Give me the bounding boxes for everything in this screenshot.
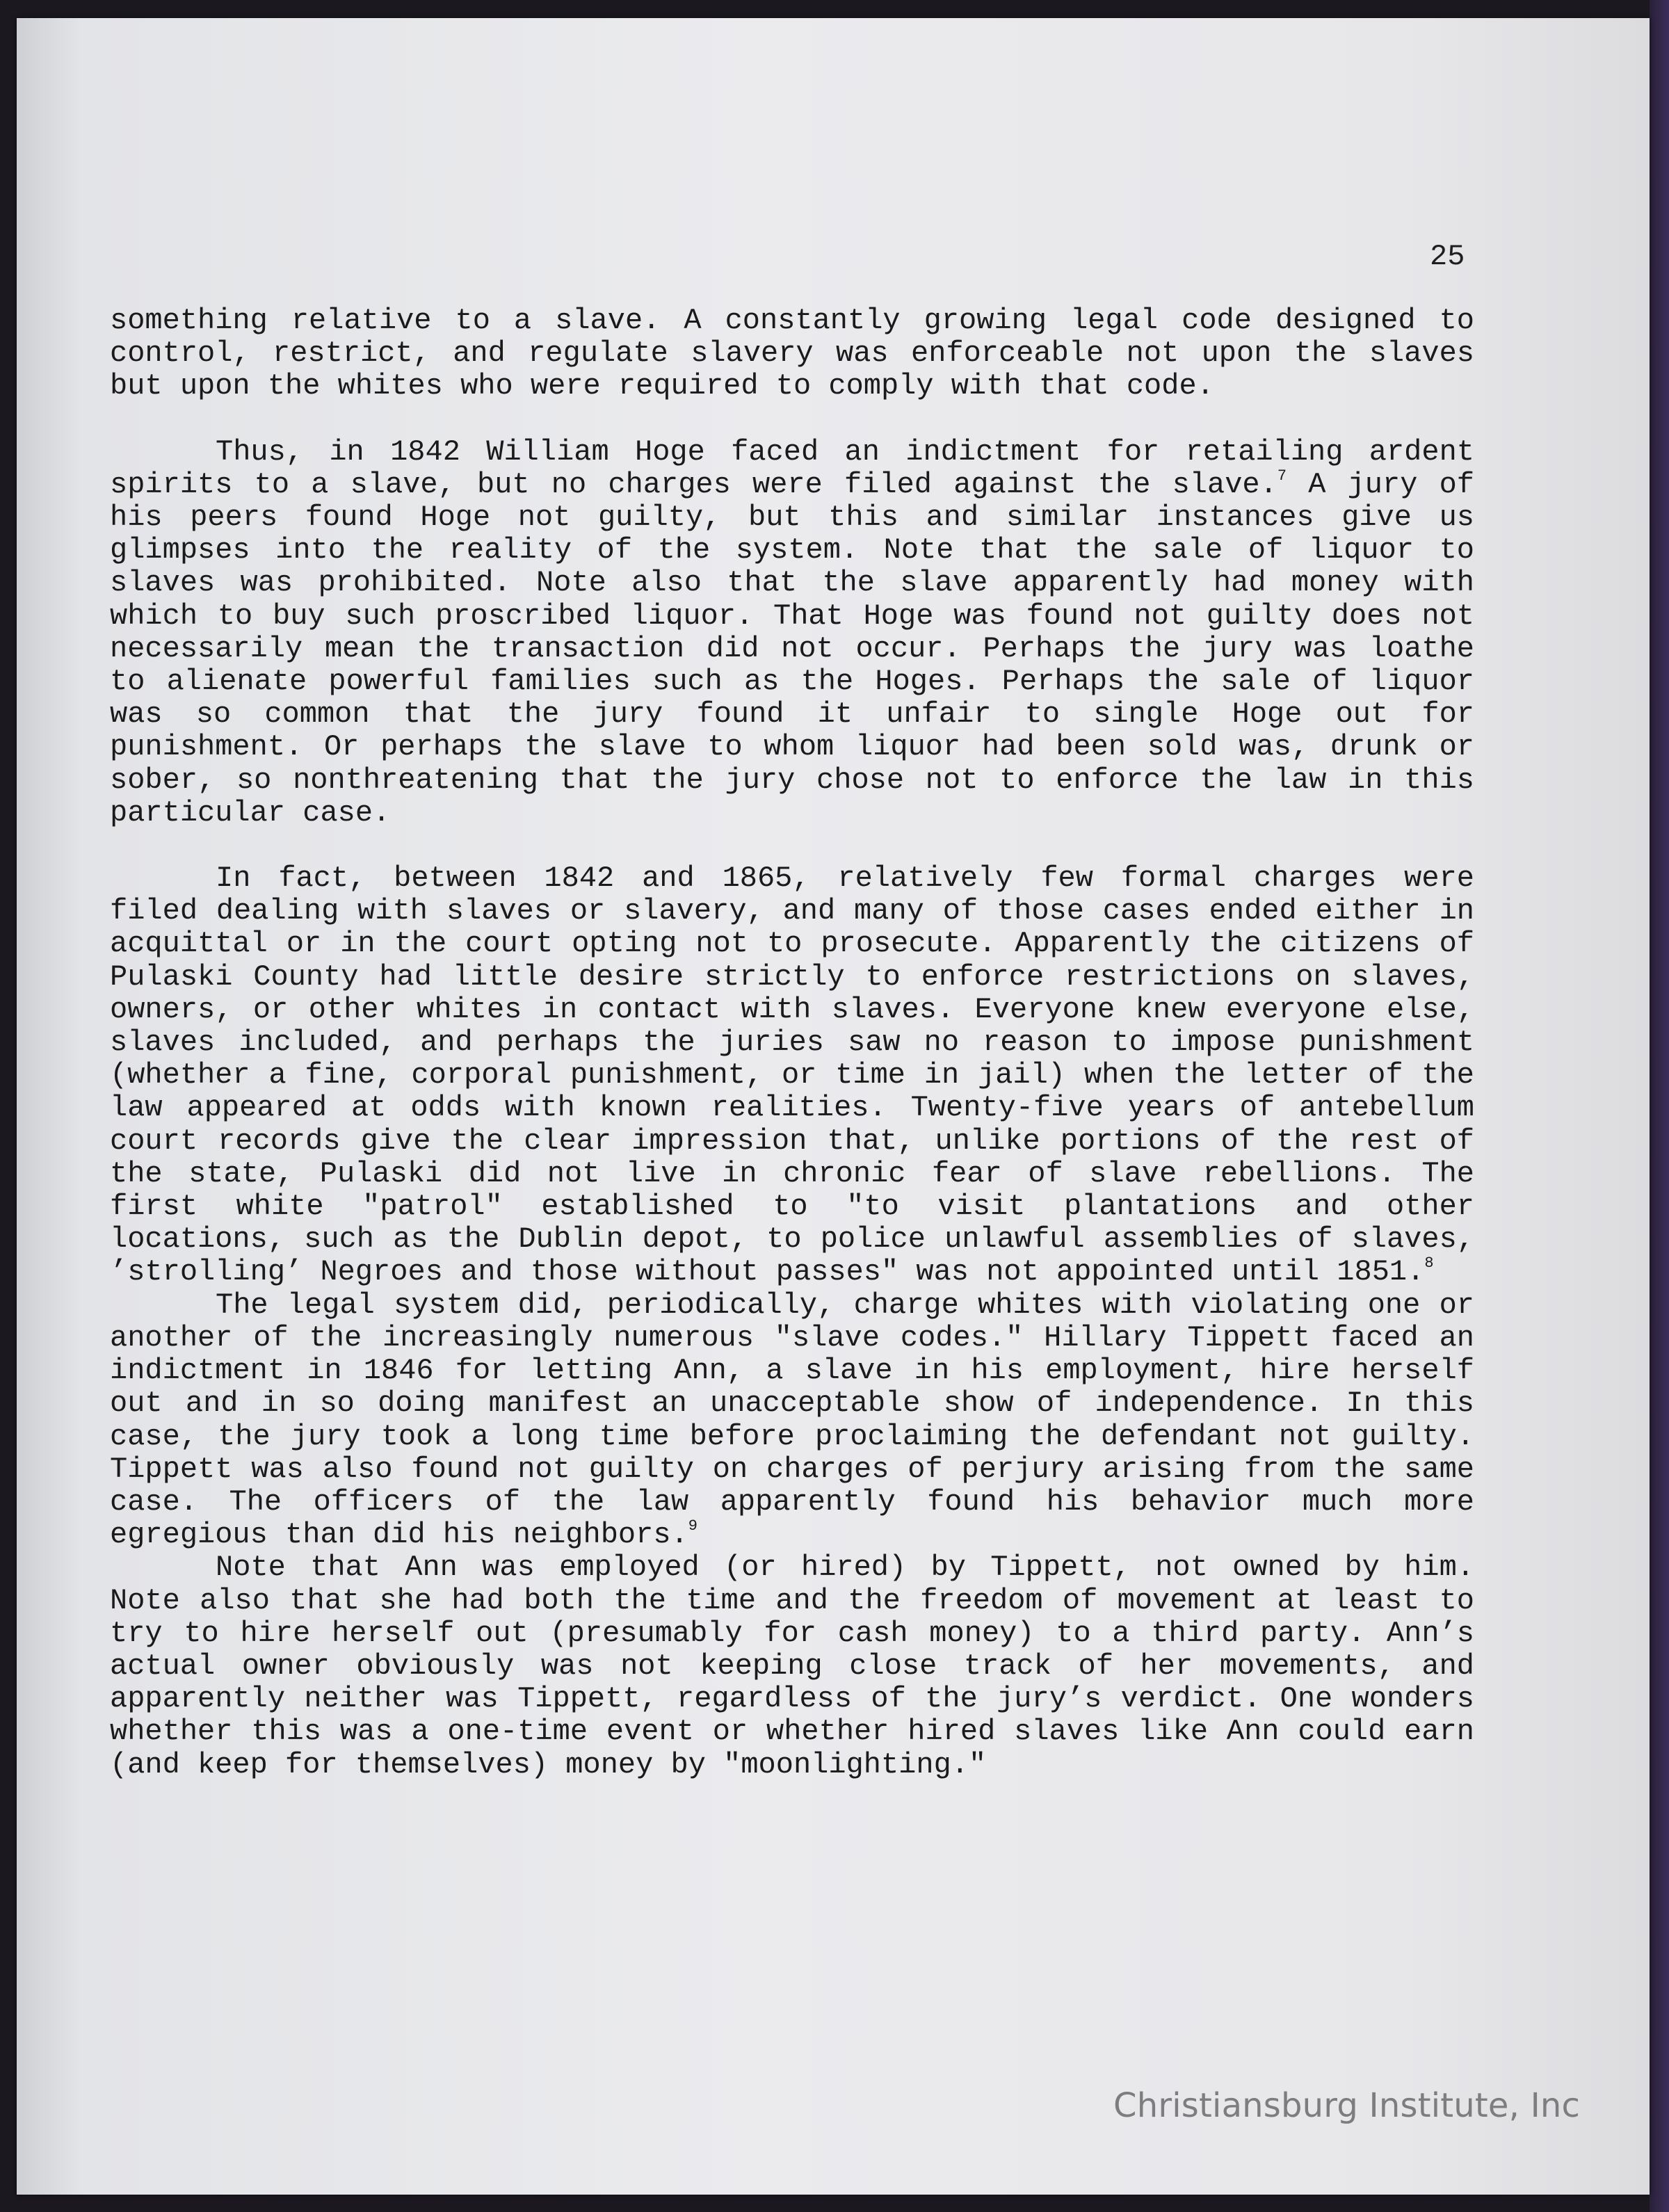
paragraph-text: something relative to a slave. A constantly growing legal code designed to control, restrict, and regulate slavery was enforceable not upon the slaves but upon the whites who were required to comply with that code. (110, 304, 1474, 403)
watermark: Christiansburg Institute, Inc (1113, 2086, 1581, 2125)
paragraph-text: Note that Ann was employed (or hired) by Tippett, not owned by him. Note also that she had both the time and the freedom of movement at least to try to hire herself out (presumably for cash money) to a third party. Ann’s actual owner obviously was not keeping close track of her movements, and apparently neither was Tippett, regardless of the jury’s verdict. One wonders whether this was a one-time event or whether hired slaves like Ann could earn (and keep for themselves) money by "moonlighting." (110, 1551, 1474, 1782)
paragraph-text: Thus, in 1842 William Hoge faced an indictment for retailing ardent spirits to a slave, but no charges were filed against the slave. (110, 435, 1474, 501)
paragraph-text: The legal system did, periodically, charge whites with violating one or another of the increasingly numerous "slave codes." Hillary Tippett faced an indictment in 1846 for letting Ann, a slave in his employment, hire herself out and in so doing manifest an unacceptable show of independence. In this case, the jury took a long time before proclaiming the defendant not guilty. Tippett was also found not guilty on charges of perjury arising from the same case. The officers of the law apparently found his behavior much more egregious than did his neighbors. (110, 1288, 1474, 1552)
paragraph-text: A jury of his peers found Hoge not guilty, but this and similar instances give us glimpses into the reality of the system. Note that the sale of liquor to slaves was prohibited. Note also that the slave apparently had money with which to buy such proscribed liquor. That Hoge was found not guilty does not necessarily mean the transaction did not occur. Perhaps the jury was loathe to alienate powerful families such as the Hoges. Perhaps the sale of liquor was so common that the jury found it unfair to single Hoge out for punishment. Or perhaps the slave to whom liquor had been sold was, drunk or sober, so nonthreatening that the jury chose not to enforce the law in this particular case. (110, 467, 1475, 830)
paragraph (110, 862, 1474, 1289)
paragraph (110, 1289, 1474, 1552)
footnote-marker: 8 (1424, 1254, 1434, 1273)
footnote-marker: 7 (1277, 467, 1287, 485)
footnote-marker: 9 (688, 1517, 698, 1535)
paragraph (110, 436, 1474, 830)
page-number: 25 (1430, 240, 1465, 273)
body-text (110, 305, 1474, 1782)
paragraph-text: In fact, between 1842 and 1865, relatively few formal charges were filed dealing with slaves or slavery, and many of those cases ended either in acquittal or in the court opting not to prosecute. Apparently the citizens of Pulaski County had little desire strictly to enforce restrictions on slaves, owners, or other whites in contact with slaves. Everyone knew everyone else, slaves included, and perhaps the juries saw no reason to impose punishment (whether a fine, corporal punishment, or time in jail) when the letter of the law appeared at odds with known realities. Twenty-five years of antebellum court records give the clear impression that, unlike portions of the rest of the state, Pulaski did not live in chronic fear of slave rebellions. The first white "patrol" established to "to visit plantations and other locations, such as the Dublin depot, to police unlawful assemblies of slaves, ’strolling’ Negroes and those without passes" was not appointed until 1851. (110, 862, 1474, 1289)
background-edge (1650, 0, 1669, 2212)
document-page (17, 18, 1650, 2195)
paragraph (110, 305, 1474, 403)
paragraph (110, 1551, 1474, 1781)
